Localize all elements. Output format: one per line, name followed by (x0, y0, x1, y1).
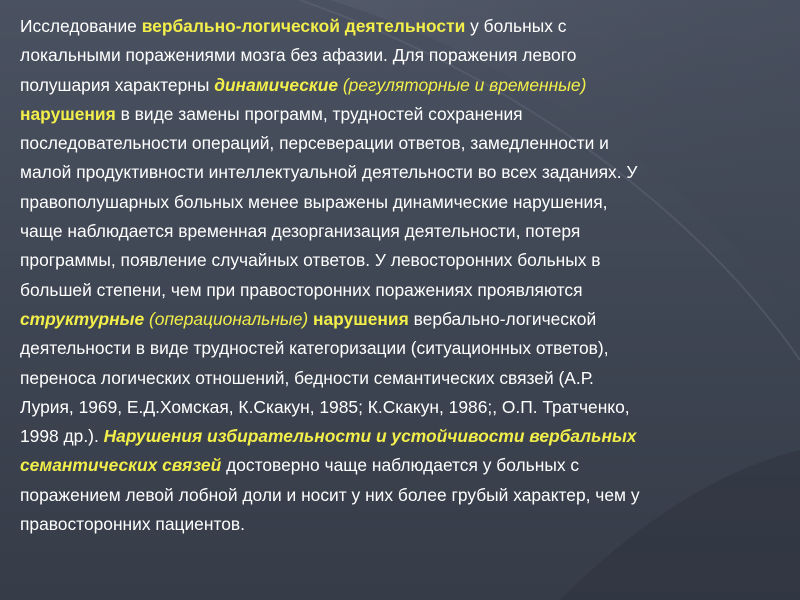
text-line (20, 217, 785, 246)
text-line (20, 334, 785, 363)
text-segment: локальными поражениями мозга без афазии. Для поражения левого (20, 45, 577, 66)
text-segment: 1998 др.). (20, 426, 104, 447)
text-line (20, 510, 785, 539)
text-segment: поражением левой лобной доли и носит у них более грубый характер, чем у (20, 484, 640, 505)
text-line (20, 188, 785, 217)
body-text (20, 12, 785, 539)
text-line (20, 246, 785, 275)
highlighted-term: Нарушения избирательности и устойчивости вербальных (103, 426, 637, 447)
text-segment: большей степени, чем при правосторонних поражениях проявляются (20, 279, 583, 300)
text-line (20, 422, 785, 451)
text-line (20, 481, 785, 510)
text-segment: в виде замены программ, трудностей сохранения (115, 103, 523, 124)
text-segment: правосторонних пациентов. (20, 514, 245, 535)
text-segment: малой продуктивности интеллектуальной деятельности во всех заданиях. У (20, 162, 638, 183)
text-line (20, 41, 785, 70)
text-segment: достоверно чаще наблюдается у больных с (221, 455, 580, 476)
highlighted-term: структурные (20, 308, 145, 329)
text-segment: правополушарных больных менее выражены динамические нарушения, (20, 191, 608, 212)
text-line (20, 305, 785, 334)
text-segment: вербально-логической (408, 308, 597, 329)
text-segment: Лурия, 1969, Е.Д.Хомская, К.Скакун, 1985; К.Скакун, 1986;, О.П. Тратченко, (20, 396, 630, 417)
highlighted-term: вербально-логической деятельности (141, 16, 466, 36)
highlighted-term: семантических связей (20, 455, 222, 476)
text-segment: последовательности операций, персеверации ответов, замедленности и (20, 133, 609, 154)
highlighted-term: нарушения (313, 308, 409, 329)
text-line (20, 12, 785, 41)
text-segment: полушария характерны (20, 74, 215, 95)
text-line (20, 71, 785, 100)
text-line (20, 451, 785, 480)
text-line (20, 364, 785, 393)
text-segment: переноса логических отношений, бедности семантических связей (А.Р. (20, 367, 594, 388)
text-line (20, 158, 785, 187)
text-segment: программы, появление случайных ответов. У левосторонних больных в (20, 250, 601, 271)
text-segment: деятельности в виде трудностей категоризации (ситуационных ответов), (20, 338, 609, 359)
highlighted-term: (регуляторные и временные) (338, 74, 587, 95)
text-line (20, 393, 785, 422)
text-segment: у больных с (465, 16, 567, 36)
text-line (20, 100, 785, 129)
text-segment: Исследование (20, 16, 142, 36)
text-line (20, 129, 785, 158)
highlighted-term: динамические (214, 74, 339, 95)
text-segment: чаще наблюдается временная дезорганизация деятельности, потеря (20, 221, 581, 242)
highlighted-term: (операциональные) (144, 308, 313, 329)
highlighted-term: нарушения (20, 103, 116, 124)
text-line (20, 276, 785, 305)
